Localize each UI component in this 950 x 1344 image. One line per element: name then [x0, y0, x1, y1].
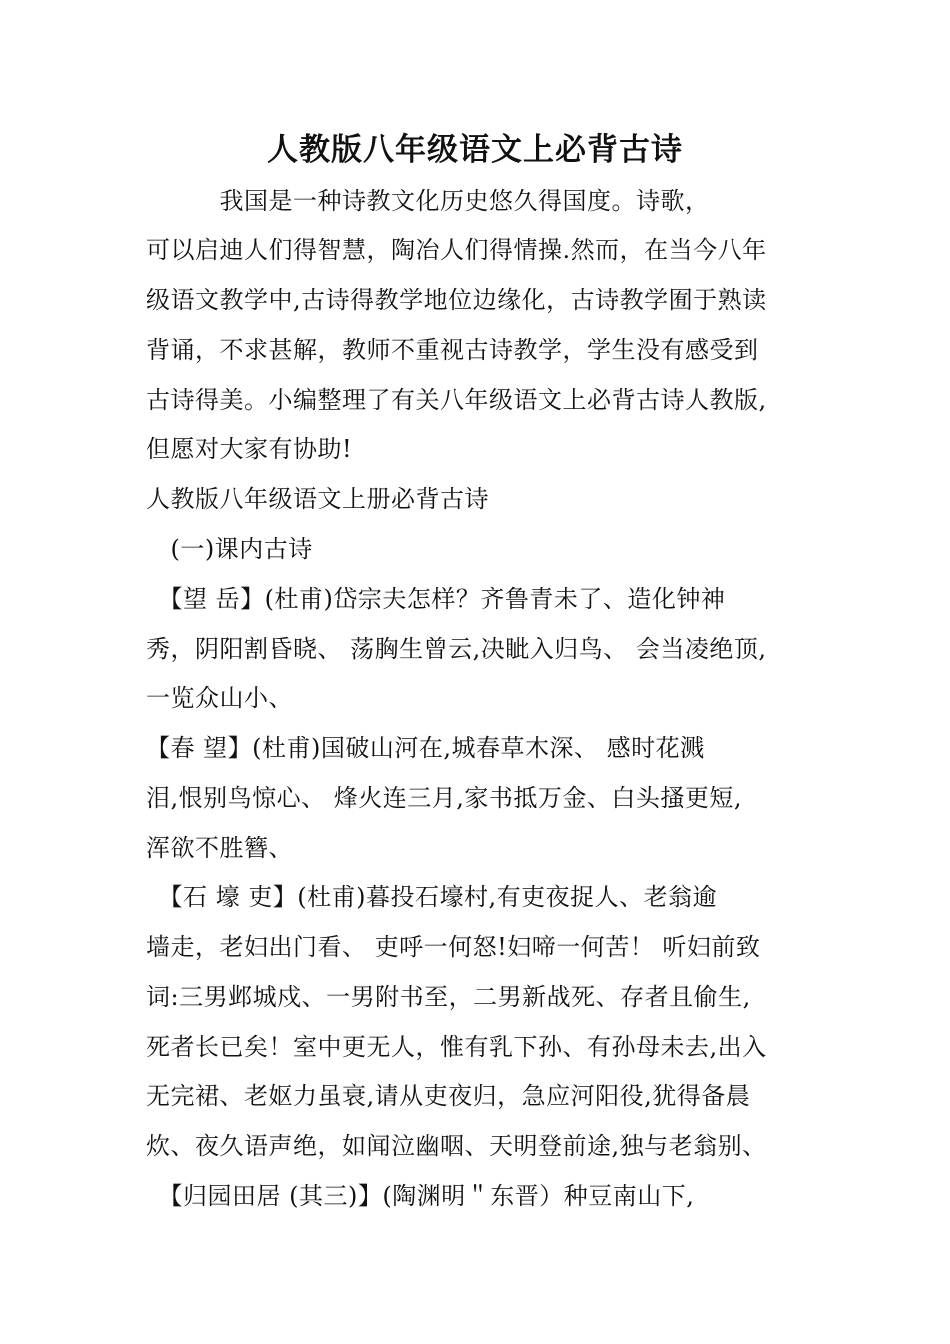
poem-line: 炊、夜久语声绝，如闻泣幽咽、天明登前途,独与老翁别、 — [146, 1132, 767, 1160]
poem-line: 一览众山小、 — [146, 684, 293, 712]
paragraph-line: 级语文教学中,古诗得教学地位边缘化，古诗教学囿于熟读 — [146, 286, 767, 314]
poem-line: 【望 岳】(杜甫)岱宗夫怎样？齐鲁青未了、造化钟神 — [146, 585, 726, 613]
poem-line: 泪,恨别鸟惊心、 烽火连三月,家书抵万金、白头搔更短, — [146, 784, 743, 812]
section-heading: 人教版八年级语文上册必背古诗 — [146, 485, 489, 513]
poem-line: 无完裙、老妪力虽衰,请从吏夜归，急应河阳役,犹得备晨 — [146, 1082, 751, 1110]
paragraph-line: 背诵，不求甚解，教师不重视古诗教学，学生没有感受到 — [146, 336, 759, 364]
poem-line: 【石 壕 吏】(杜甫)暮投石壕村,有吏夜捉人、老翁逾 — [146, 883, 718, 911]
paragraph-line: 可以启迪人们得智慧，陶冶人们得情操.然而，在当今八年 — [146, 236, 767, 264]
paragraph-line: 古诗得美。小编整理了有关八年级语文上必背古诗人教版, — [146, 386, 767, 414]
paragraph-line: 我国是一种诗教文化历史悠久得国度。诗歌， — [146, 187, 710, 215]
poem-line: 秀，阴阳割昏晓、 荡胸生曾云,决眦入归鸟、 会当凌绝顶, — [146, 635, 767, 663]
poem-line: 【归园田居 (其三)】(陶渊明＂东晋）种豆南山下, — [146, 1182, 695, 1210]
poem-line: 词:三男邺城戍、一男附书至，二男新战死、存者且偷生, — [146, 983, 751, 1011]
poem-line: 死者长已矣！室中更无人，惟有乳下孙、有孙母未去,出入 — [146, 1033, 767, 1061]
poem-line: 浑欲不胜簪、 — [146, 834, 293, 862]
subsection-heading: (一)课内古诗 — [146, 535, 313, 563]
poem-line: 墙走，老妇出门看、 吏呼一何怒!妇啼一何苦！ 听妇前致 — [146, 933, 761, 961]
poem-line: 【春 望】(杜甫)国破山河在,城春草木深、 感时花溅 — [146, 734, 705, 762]
document-title: 人教版八年级语文上必背古诗 — [267, 132, 683, 168]
paragraph-line: 但愿对大家有协助! — [146, 435, 353, 463]
